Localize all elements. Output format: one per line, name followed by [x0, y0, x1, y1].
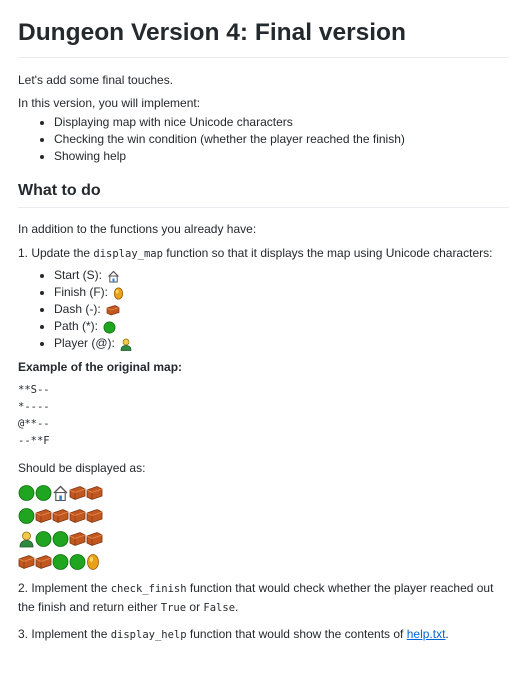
brick-icon — [52, 507, 69, 525]
green-circle-icon — [52, 553, 69, 571]
crystal-icon — [86, 553, 100, 571]
map-row — [18, 550, 509, 573]
step-2: 2. Implement the check_finish function that would check whether the player reached out the finish and return either True or False. — [18, 581, 494, 615]
legend-start: • Start (S): — [54, 267, 509, 284]
map-line: @**-- — [18, 418, 50, 431]
person-icon — [120, 338, 132, 351]
brick-icon — [86, 507, 103, 525]
map-line: *---- — [18, 401, 50, 414]
help-txt-link[interactable]: help.txt — [406, 627, 446, 642]
step-1: 1. Update the display_map function so that it displays the map using Unicode characters: — [18, 246, 493, 261]
house-icon — [52, 484, 69, 502]
page-title: Dungeon Version 4: Final version — [18, 14, 509, 58]
display-label: Should be displayed as: — [18, 461, 146, 476]
house-icon — [107, 270, 120, 283]
brick-icon — [18, 553, 35, 571]
green-circle-icon — [35, 484, 52, 502]
section-heading: What to do — [18, 181, 509, 208]
intro-implement: In this version, you will implement: — [18, 96, 201, 111]
green-circle-icon — [18, 484, 35, 502]
person-icon — [18, 530, 35, 548]
step-3: 3. Implement the display_help function that would show the contents of help.txt. — [18, 627, 449, 642]
code-display-map: display_map — [93, 248, 163, 261]
code-false: False — [203, 602, 236, 615]
map-row — [18, 481, 509, 504]
green-circle-icon — [18, 507, 35, 525]
feature-item: • Checking the win condition (whether the player reached the finish) — [54, 131, 509, 148]
feature-list — [18, 114, 509, 165]
code-display-help: display_help — [110, 629, 187, 642]
feature-item: • Showing help — [54, 148, 509, 165]
brick-icon — [35, 553, 52, 571]
legend-player: • Player (@): — [54, 335, 509, 352]
green-circle-icon — [103, 321, 116, 334]
brick-icon — [69, 484, 86, 502]
green-circle-icon — [52, 530, 69, 548]
green-circle-icon — [35, 530, 52, 548]
legend-dash: • Dash (-): — [54, 301, 509, 318]
brick-icon — [69, 530, 86, 548]
feature-item: • Displaying map with nice Unicode characters — [54, 114, 509, 131]
brick-icon — [69, 507, 86, 525]
intro-text: Let's add some final touches. — [18, 73, 174, 88]
map-line: **S-- — [18, 384, 50, 397]
legend-path: • Path (*): — [54, 318, 509, 335]
brick-icon — [106, 304, 120, 316]
crystal-icon — [113, 287, 124, 300]
unicode-map — [18, 481, 509, 573]
code-check-finish: check_finish — [110, 583, 187, 596]
original-map — [18, 382, 509, 450]
map-line: --**F — [18, 435, 50, 448]
brick-icon — [35, 507, 52, 525]
addition-text: In addition to the functions you already have: — [18, 222, 257, 237]
map-row — [18, 527, 509, 550]
legend-list — [18, 267, 509, 352]
brick-icon — [86, 484, 103, 502]
map-row — [18, 504, 509, 527]
green-circle-icon — [69, 553, 86, 571]
brick-icon — [86, 530, 103, 548]
example-title: Example of the original map: — [18, 360, 183, 375]
legend-finish: • Finish (F): — [54, 284, 509, 301]
code-true: True — [160, 602, 187, 615]
